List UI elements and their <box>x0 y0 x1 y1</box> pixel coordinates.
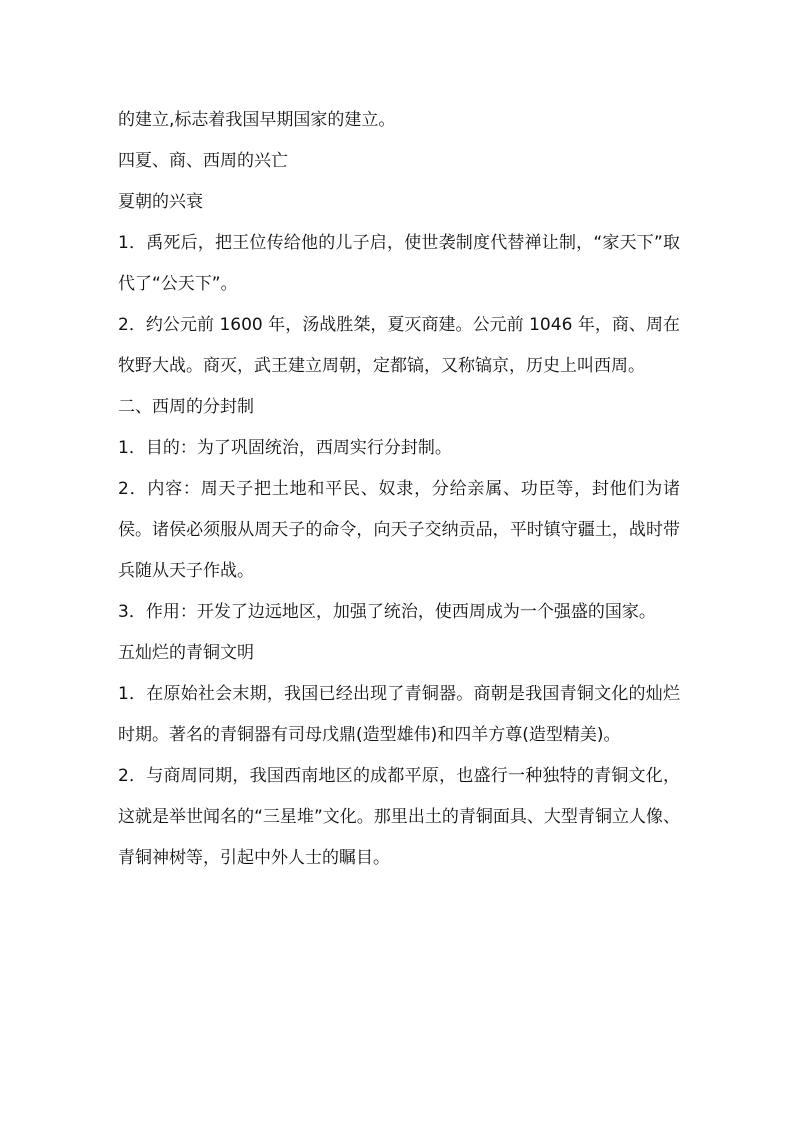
section-heading-fengjian: 二、西周的分封制 <box>118 397 254 417</box>
paragraph-item: 1．目的：为了巩固统治，西周实行分封制。 <box>118 438 452 458</box>
paragraph-item: 1．禹死后，把王位传给他的儿子启，使世袭制度代替禅让制，“家天下”取代了“公天下”。 <box>118 233 680 294</box>
paragraph-item: 2．约公元前 1600 年，汤战胜桀，夏灭商建。公元前 1046 年，商、周在牧野大战。商灭，武王建立周朝，定都镐，又称镐京，历史上叫西周。 <box>118 315 680 376</box>
document-body <box>118 100 680 879</box>
paragraph-item: 2．内容：周天子把土地和平民、奴隶，分给亲属、功臣等，封他们为诸侯。诸侯必须服从周天子的命令，向天子交纳贡品，平时镇守疆土，战时带兵随从天子作战。 <box>118 479 680 581</box>
subheading-xia-dynasty: 夏朝的兴衰 <box>118 192 203 212</box>
section-heading-bronze: 五灿烂的青铜文明 <box>118 643 254 663</box>
paragraph-item: 2．与商周同期，我国西南地区的成都平原，也盛行一种独特的青铜文化，这就是举世闻名的“三星堆”文化。那里出土的青铜面具、大型青铜立人像、青铜神树等，引起中外人士的瞩目。 <box>118 766 680 868</box>
paragraph-continuation: 的建立,标志着我国早期国家的建立。 <box>118 110 396 130</box>
paragraph-item: 3．作用：开发了边远地区，加强了统治，使西周成为一个强盛的国家。 <box>118 602 656 622</box>
paragraph-item: 1．在原始社会末期，我国已经出现了青铜器。商朝是我国青铜文化的灿烂时期。著名的青铜器有司母戊鼎(造型雄伟)和四羊方尊(造型精美)。 <box>118 684 680 745</box>
section-heading-xia-shang-zhou: 四夏、商、西周的兴亡 <box>118 151 288 171</box>
